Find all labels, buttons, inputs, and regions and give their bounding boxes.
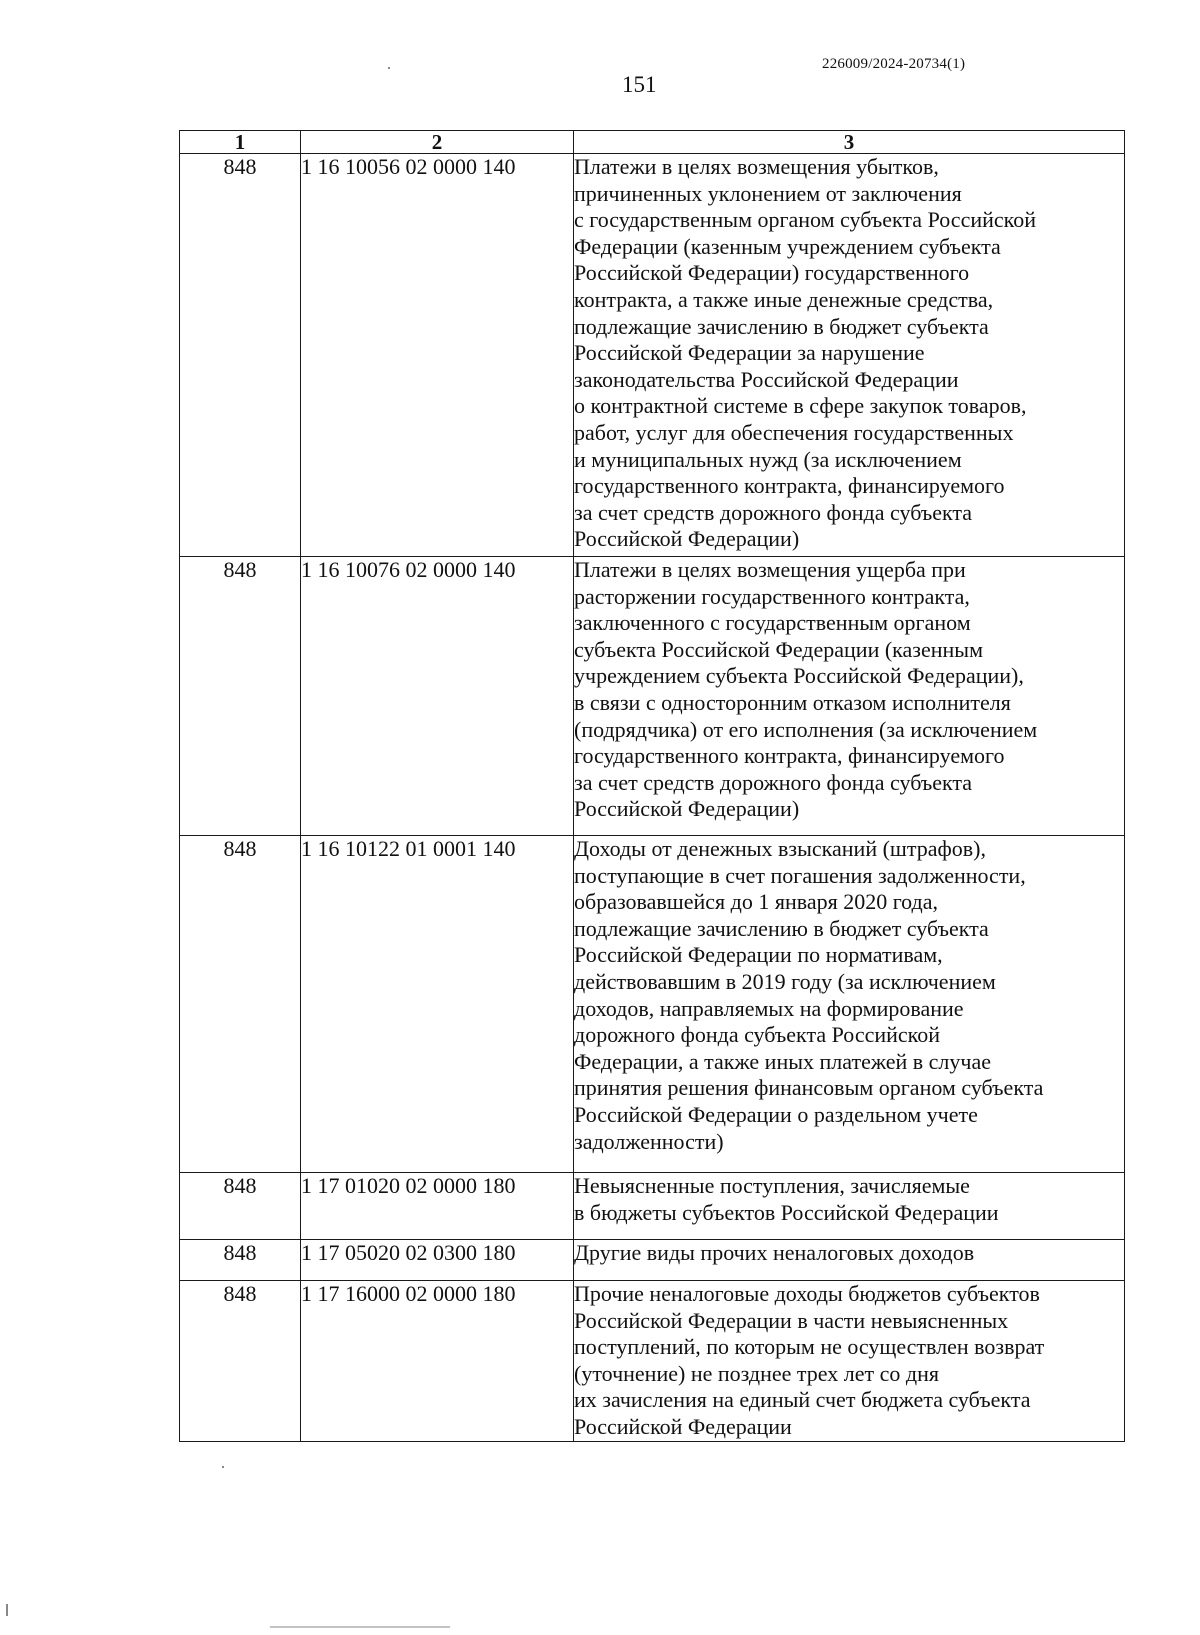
admin-code-cell: 848 <box>180 1240 301 1281</box>
table-row <box>180 154 1125 557</box>
income-name-cell: Доходы от денежных взысканий (штрафов), поступающие в счет погашения задолженности, образовавшейся до 1 января 2020 года, подлежащие зачислению в бюджет субъекта Российской Федерации по нормативам, действовавшим в 2019 году (за исключением доходов, направляемых на формирование дорожного фонда субъекта Российской Федерации, а также иных платежей в случае принятия решения финансовым органом субъекта Российской Федерации о раздельном учете задолженности) <box>574 836 1125 1173</box>
column-header-1: 1 <box>180 131 301 154</box>
budget-code-cell: 1 17 01020 02 0000 180 <box>301 1173 574 1240</box>
table-header-row <box>180 131 1125 154</box>
document-id: 226009/2024-20734(1) <box>822 56 966 72</box>
scan-edge-line <box>270 1626 450 1628</box>
budget-code-cell: 1 16 10076 02 0000 140 <box>301 557 574 836</box>
admin-code-cell: 848 <box>180 836 301 1173</box>
column-header-3: 3 <box>574 131 1125 154</box>
income-name-cell: Платежи в целях возмещения ущерба при расторжении государственного контракта, заключенного с государственным органом субъекта Российской Федерации (казенным учреждением субъекта Российской Федерации), в связи с односторонним отказом исполнителя (подрядчика) от его исполнения (за исключением государственного контракта, финансируемого за счет средств дорожного фонда субъекта Российской Федерации) <box>574 557 1125 836</box>
admin-code-cell: 848 <box>180 1281 301 1442</box>
budget-code-cell: 1 17 16000 02 0000 180 <box>301 1281 574 1442</box>
budget-code-cell: 1 16 10122 01 0001 140 <box>301 836 574 1173</box>
budget-code-cell: 1 17 05020 02 0300 180 <box>301 1240 574 1281</box>
income-name-cell: Невыясненные поступления, зачисляемые в бюджеты субъектов Российской Федерации <box>574 1173 1125 1240</box>
income-name-cell: Платежи в целях возмещения убытков, причиненных уклонением от заключения с государственным органом субъекта Российской Федерации (казенным учреждением субъекта Российской Федерации) государственного контракта, а также иные денежные средства, подлежащие зачислению в бюджет субъекта Российской Федерации за нарушение законодательства Российской Федерации о контрактной системе в сфере закупок товаров, работ, услуг для обеспечения государственных и муниципальных нужд (за исключением государственного контракта, финансируемого за счет средств дорожного фонда субъекта Российской Федерации) <box>574 154 1125 557</box>
table-row <box>180 557 1125 836</box>
budget-codes-table <box>179 130 1125 1442</box>
table-row <box>180 1240 1125 1281</box>
column-header-2: 2 <box>301 131 574 154</box>
income-name-cell: Другие виды прочих неналоговых доходов <box>574 1240 1125 1281</box>
scan-speck <box>6 1604 8 1616</box>
scan-speck <box>388 67 390 69</box>
admin-code-cell: 848 <box>180 557 301 836</box>
table-row <box>180 1173 1125 1240</box>
table-row <box>180 836 1125 1173</box>
income-name-cell: Прочие неналоговые доходы бюджетов субъектов Российской Федерации в части невыясненных поступлений, по которым не осуществлен возврат (уточнение) не позднее трех лет со дня их зачисления на единый счет бюджета субъекта Российской Федерации <box>574 1281 1125 1442</box>
budget-code-cell: 1 16 10056 02 0000 140 <box>301 154 574 557</box>
admin-code-cell: 848 <box>180 154 301 557</box>
scan-speck <box>222 1466 224 1468</box>
admin-code-cell: 848 <box>180 1173 301 1240</box>
table-row <box>180 1281 1125 1442</box>
page-number: 151 <box>622 72 657 97</box>
